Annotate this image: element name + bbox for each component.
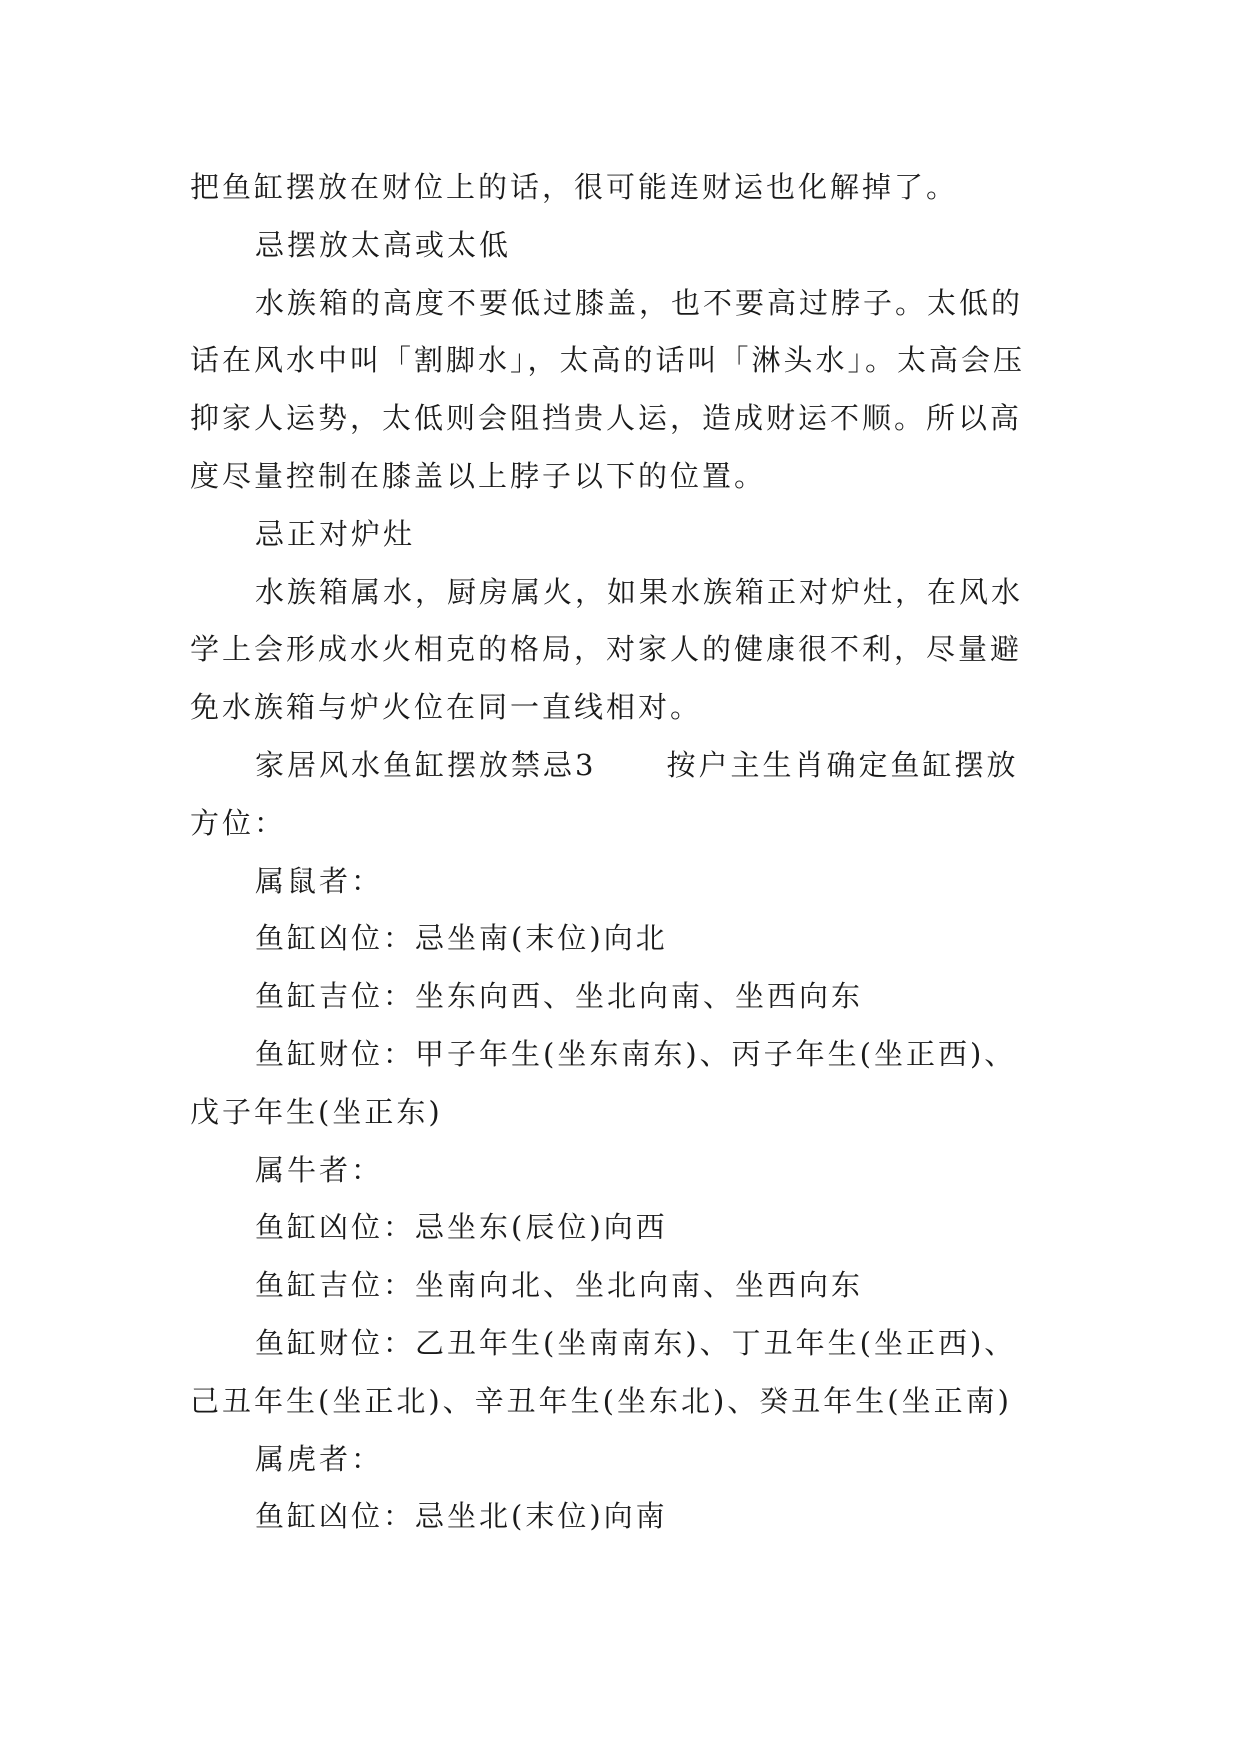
paragraph-line: 水族箱属水，厨房属火，如果水族箱正对炉灶，在风水 (255, 574, 1024, 609)
list-item: 鱼缸财位：甲子年生(坐东南东)、丙子年生(坐正西)、 (255, 1036, 1017, 1071)
section-subtitle: 按户主生肖确定鱼缸摆放 (666, 747, 1019, 782)
paragraph-line: 学上会形成水火相克的格局，对家人的健康很不利，尽量避 (190, 632, 1023, 667)
paragraph-line: 话在风水中叫「割脚水」，太高的话叫「淋头水」。太高会压 (190, 343, 1026, 378)
list-item-continuation: 己丑年生(坐正北)、辛丑年生(坐东北)、癸丑年生(坐正南) (190, 1383, 1012, 1418)
paragraph-line: 抑家人运势，太低则会阻挡贵人运，造成财运不顺。所以高 (190, 401, 1023, 436)
list-item: 鱼缸凶位：忌坐东(辰位)向西 (255, 1210, 668, 1245)
paragraph-line: 方位： (190, 805, 287, 840)
list-item-continuation: 戊子年生(坐正东) (190, 1094, 443, 1129)
list-item: 鱼缸凶位：忌坐北(末位)向南 (255, 1499, 668, 1534)
section-heading-zodiac (190, 737, 1050, 795)
zodiac-heading-tiger: 属虎者： (255, 1441, 384, 1476)
paragraph-line: 把鱼缸摆放在财位上的话，很可能连财运也化解掉了。 (190, 170, 959, 204)
section-heading-height: 忌摆放太高或太低 (255, 227, 512, 262)
paragraph-line: 水族箱的高度不要低过膝盖，也不要高过脖子。太低的 (255, 285, 1024, 320)
document-body (190, 159, 1050, 1546)
list-item: 鱼缸吉位：坐东向西、坐北向南、坐西向东 (255, 979, 864, 1014)
list-item: 鱼缸财位：乙丑年生(坐南南东)、丁丑年生(坐正西)、 (255, 1325, 1017, 1360)
list-item: 鱼缸凶位：忌坐南(末位)向北 (255, 921, 668, 956)
zodiac-heading-ox: 属牛者： (255, 1152, 384, 1187)
paragraph-line: 免水族箱与炉火位在同一直线相对。 (190, 690, 703, 725)
list-item: 鱼缸吉位：坐南向北、坐北向南、坐西向东 (255, 1268, 864, 1303)
section-title: 家居风水鱼缸摆放禁忌3 (255, 747, 597, 782)
zodiac-heading-rat: 属鼠者： (255, 863, 384, 898)
paragraph-line: 度尽量控制在膝盖以上脖子以下的位置。 (190, 458, 767, 493)
section-heading-stove: 忌正对炉灶 (255, 516, 416, 551)
